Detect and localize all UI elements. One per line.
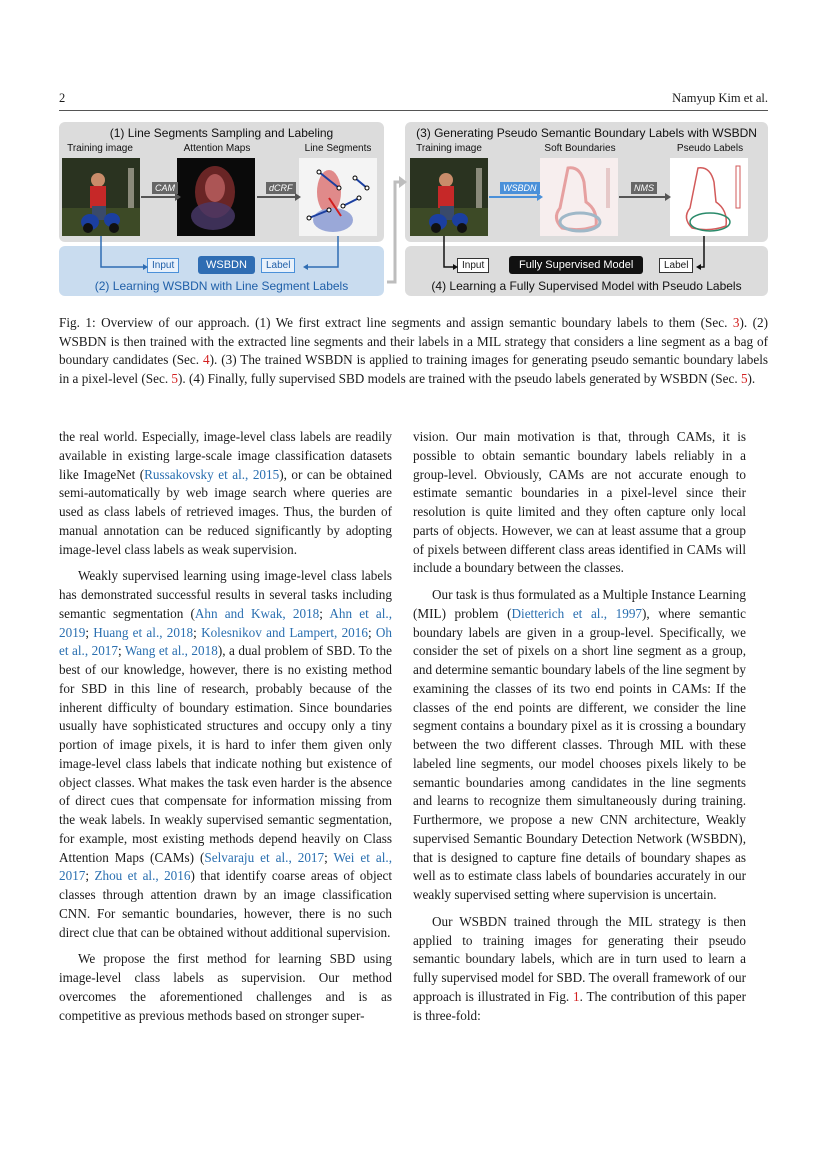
body-text: Our WSBDN trained through the MIL strategy is then applied to training images for generating their pseudo semantic boundary labels, which are in turn used to learn a fully supervised model for SBD. The overall framework of our approach is illustrated in Fig. <box>413 913 746 1004</box>
page-number: 2 <box>59 91 66 105</box>
panel-fully-supervised <box>405 246 768 296</box>
panel4-label-box: Label <box>659 258 693 273</box>
panel4-title: (4) Learning a Fully Supervised Model with Pseudo Labels <box>431 279 742 293</box>
right-column <box>413 428 746 1025</box>
running-title: Namyup Kim et al. <box>672 91 768 105</box>
dcrf-arrow-label: dCRF <box>266 182 296 194</box>
body-text: ) that identify coarse areas of object classes through attention drawn by an image classification CNN. For semantic boundaries, however, there is no such direct clue that can be obtained without additional supervision. <box>59 868 392 940</box>
section-ref-link[interactable]: 4 <box>203 352 210 368</box>
panel4-input-box: Input <box>457 258 489 273</box>
caption-text: Fig. 1: Overview of our approach. (1) We first extract line segments and assign semantic boundary labels to them (Sec. <box>59 315 733 330</box>
body-text: ; <box>193 624 202 640</box>
header-rule <box>59 110 768 111</box>
panel-generating-pseudo-labels <box>405 122 768 242</box>
panel3-title: (3) Generating Pseudo Semantic Boundary Labels with WSBDN <box>416 126 757 140</box>
citation-link[interactable]: Wei et al., 2017 <box>59 849 392 884</box>
training-image-thumbnail <box>62 158 140 236</box>
paragraph <box>59 567 392 942</box>
fully-supervised-model-box: Fully Supervised Model <box>509 256 643 274</box>
citation-link[interactable]: Selvaraju et al., 2017 <box>204 849 325 865</box>
section-ref-link[interactable]: 5 <box>740 370 748 386</box>
paragraph: vision. Our main motivation is that, through CAMs, it is possible to obtain semantic boundary labels reliably in a group-level. Obviously, CAMs are not accurate enough to estimate semantic boundaries in a pixel-level since their resolution is quite limited and they often capture only local parts of objects. However, we can at least assume that a group of pixels between different class areas identified in CAMs will include a boundary between the classes. <box>413 429 746 576</box>
left-column <box>59 428 392 1025</box>
citation-link[interactable]: Kolesnikov and Lampert, 2016 <box>201 624 368 640</box>
body-text: ; <box>367 624 376 640</box>
body-text: ), a dual problem of SBD. To the best of our knowledge, however, there is no existing method for SBD in this line of research, probably because of the inherent difficulty of boundary estimation. Since boundaries usually have sophisticated structures and occupy only a tiny portion of image pixels, it is hard to infer them given only image-level class labels that indicate nothing but existence of object classes. What makes the task even harder is the absence of direct cues that compensate for information missing from the weak labels. In weakly supervised semantic segmentation, for example, most existing methods depend heavily on Class Attention Maps (CAMs) ( <box>59 643 392 865</box>
paragraph: We propose the first method for learning SBD using image-level class labels as supervision. Our method overcomes the aforementioned challenges and is as competitive as previous methods based on stronger super- <box>59 951 392 1023</box>
section-ref-link[interactable]: 5 <box>171 370 179 386</box>
body-text: ; <box>85 868 95 884</box>
panel1-title: (1) Line Segments Sampling and Labeling <box>109 126 334 140</box>
body-text: ; <box>85 624 94 640</box>
panel2-label-box: Label <box>261 258 295 273</box>
wsbdn-arrow-label: WSBDN <box>500 182 540 194</box>
cam-arrow-label: CAM <box>152 182 178 194</box>
wsbdn-model-box: WSBDN <box>198 256 255 274</box>
paragraph <box>59 428 392 559</box>
body-text: Weakly supervised learning using image-level class labels has demonstrated successful results in several tasks including semantic segmentation ( <box>59 568 392 621</box>
figure-caption <box>59 314 768 388</box>
panel3-sub-pseudo: Pseudo Labels <box>676 143 744 154</box>
section-ref-link[interactable]: 3 <box>732 315 740 330</box>
panel1-sub-attention: Attention Maps <box>183 143 251 154</box>
panel2-title: (2) Learning WSBDN with Line Segment Labels <box>94 279 349 293</box>
citation-link[interactable]: Dietterich et al., 1997 <box>511 605 643 621</box>
nms-arrow-label: NMS <box>631 182 657 194</box>
panel1-sub-segments: Line Segments <box>304 143 372 154</box>
panel-line-segments-sampling <box>59 122 384 242</box>
caption-text: ). (3) The trained WSBDN is applied to training images for generating pseudo semantic boundary labels in a pixel-level (Sec. <box>59 352 768 386</box>
citation-link[interactable]: Russakovsky et al., 2015 <box>144 466 280 482</box>
body-text: ; <box>324 849 334 865</box>
body-text: ; <box>117 643 125 659</box>
paragraph <box>413 586 746 905</box>
soft-boundaries-thumbnail <box>540 158 618 236</box>
figure-ref-link[interactable]: 1 <box>573 988 580 1004</box>
pseudo-labels-thumbnail <box>670 158 748 236</box>
line-segments-thumbnail <box>299 158 377 236</box>
panel3-sub-training: Training image <box>416 143 482 154</box>
body-text: ; <box>319 605 330 621</box>
panel-learning-wsbdn <box>59 246 384 296</box>
running-header <box>59 91 768 109</box>
citation-link[interactable]: Huang et al., 2018 <box>93 624 194 640</box>
body-text: the real world. Especially, image-level class labels are readily available in existing large-scale image classification datasets like ImageNet ( <box>59 429 392 482</box>
paragraph <box>413 913 746 1026</box>
panel1-sub-training: Training image <box>67 143 133 154</box>
caption-text: ). (4) Finally, fully supervised SBD models are trained with the pseudo labels generated by WSBDN (Sec. <box>178 370 741 386</box>
citation-link[interactable]: Ahn and Kwak, 2018 <box>194 605 320 621</box>
panel2-input-box: Input <box>147 258 179 273</box>
caption-text: ). <box>747 370 756 386</box>
citation-link[interactable]: Wang et al., 2018 <box>124 643 218 659</box>
body-text: ), where semantic boundary labels are given in a group-level. Specifically, we consider the set of pixels on a short line segment as a group, and determine semantic boundary labels of the line segment by examining the classes of its two end points in CAMs: If the classes of the end points are different, we consider the line segment contains a boundary pixel as it is crossing a boundary between the two different classes. Through MIL with these labeled line segments, our model chooses pixels likely to be semantic boundaries among candidates in the line segments and learns to recognize them simultaneously during training. Furthermore, we propose a new CNN architecture, Weakly supervised Semantic Boundary Detection Network (WSBDN), that is designed to capture fine details of boundary shapes as well as to estimate class labels of boundaries accurately in our weakly supervised setting where supervision is uncertain. <box>413 605 747 902</box>
body-text: . The contribution of this paper is three-fold: <box>413 988 746 1023</box>
citation-link[interactable]: Zhou et al., 2016 <box>94 868 191 884</box>
citation-link[interactable]: Oh et al., 2017 <box>59 624 392 659</box>
caption-text: ). (2) WSBDN is then trained with the extracted line segments and their labels in a MIL strategy that considers a line segment as a bag of boundary candidates (Sec. <box>59 315 768 368</box>
panel3-sub-soft: Soft Boundaries <box>544 143 616 154</box>
figure-1 <box>59 122 768 300</box>
body-text: Our task is thus formulated as a Multiple Instance Learning (MIL) problem ( <box>413 587 746 621</box>
panel3-training-image <box>410 158 488 236</box>
body-text: ), or can be obtained semi-automatically by web image search where queries are used as class labels of retrieved images. Thus, the burden of manual annotation can be reduced significantly by adopting image-level class labels as weak supervision. <box>59 466 392 557</box>
attention-map-thumbnail <box>177 158 255 236</box>
citation-link[interactable]: Ahn et al., 2019 <box>59 605 392 640</box>
